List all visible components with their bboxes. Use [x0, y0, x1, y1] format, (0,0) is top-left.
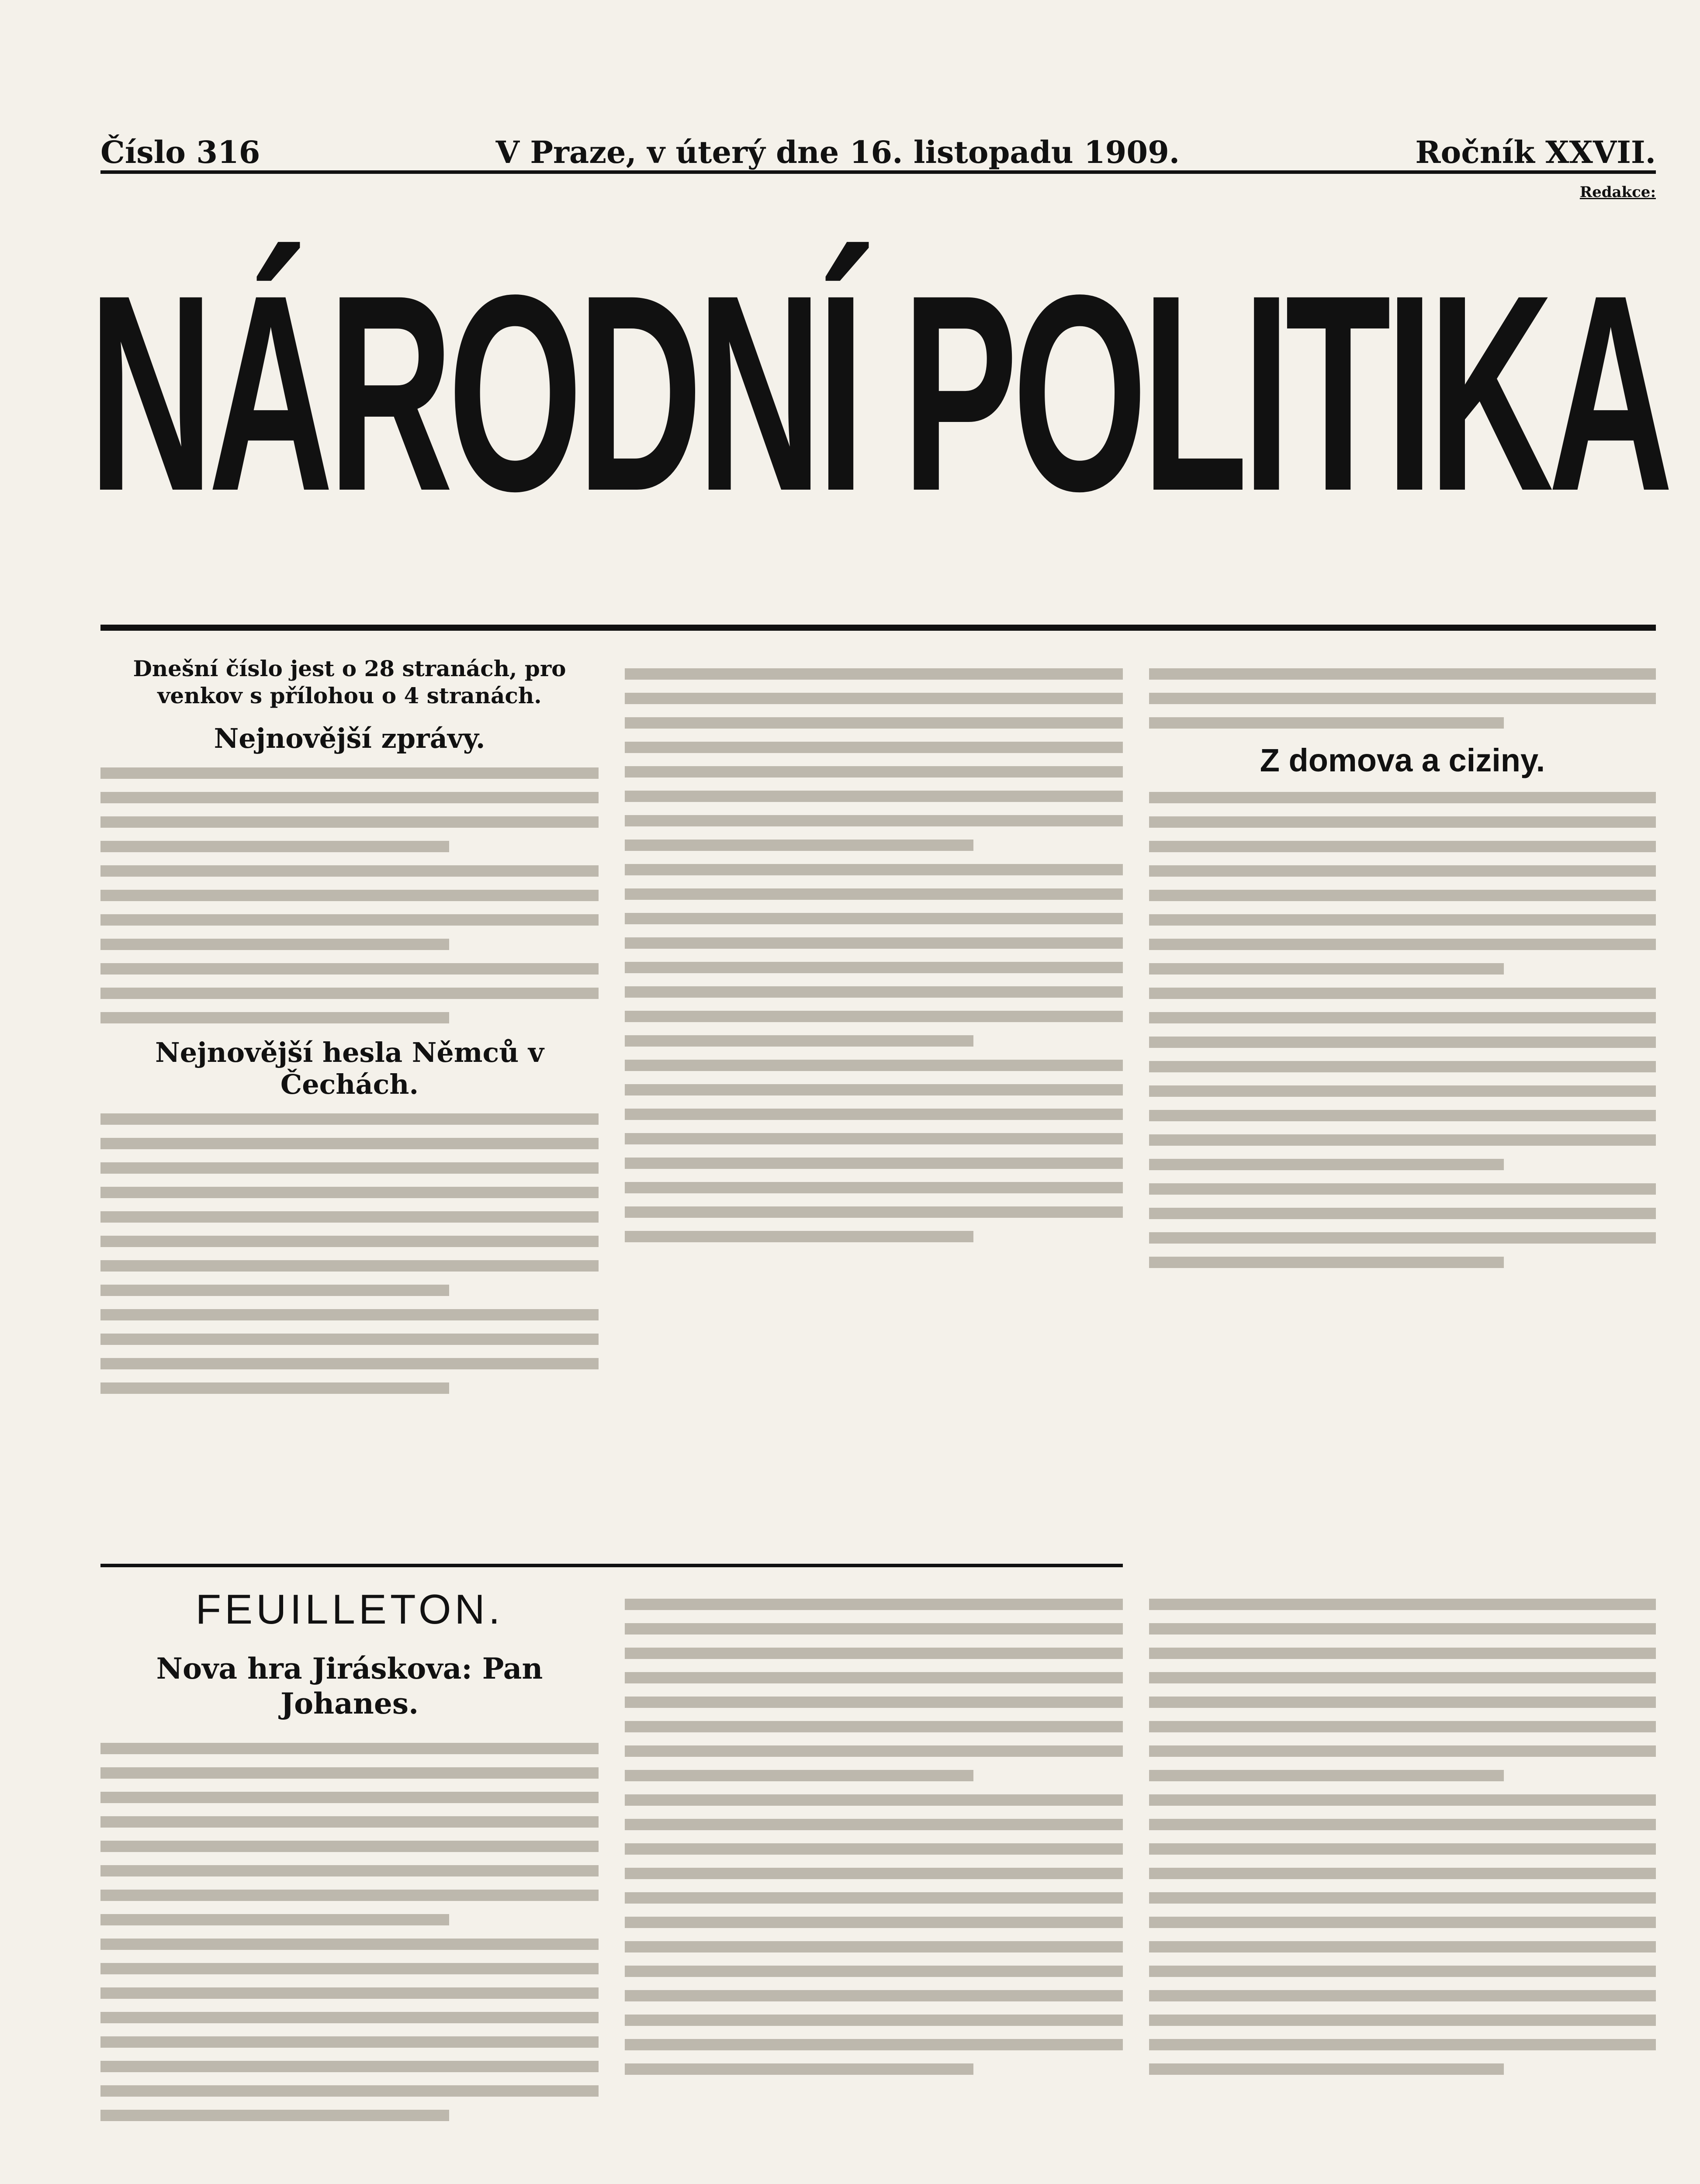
- feuilleton-subtitle: Nova hra Jiráskova: Pan Johanes.: [156, 1652, 543, 1721]
- column-2-body: [625, 668, 1123, 1242]
- home-abroad-heading: Z domova a ciziny.: [1260, 742, 1545, 778]
- masthead-title: NÁRODNÍ POLITIKA: [88, 237, 1668, 549]
- slogans-body: [100, 1113, 599, 1394]
- feuilleton-title: FEUILLETON.: [195, 1586, 504, 1633]
- column-3-intro: [1149, 668, 1656, 729]
- issue-notice: Dnešní číslo jest o 28 stranách, pro venkov s přílohou o 4 stranách.: [133, 656, 566, 708]
- issue-date: V Praze, v úterý dne 16. listopadu 1909.: [495, 134, 1180, 170]
- news-heading: Nejnovější zprávy.: [214, 722, 485, 754]
- issue-number: Číslo 316: [100, 134, 260, 170]
- column-3: [1149, 655, 1656, 1551]
- slogans-heading: Nejnovější hesla Němců v Čechách.: [155, 1037, 544, 1100]
- masthead-rule: [100, 625, 1656, 631]
- newspaper-page: [88, 131, 1668, 2184]
- issue-volume: Ročník XXVII.: [1415, 134, 1656, 170]
- column-2: [625, 655, 1123, 1551]
- feuilleton-column-1: [100, 1730, 599, 2184]
- news-body: [100, 767, 599, 1023]
- feuilleton-rule: [100, 1564, 1123, 1567]
- issue-line: [100, 131, 1656, 174]
- editorial-heading: Redakce:: [1579, 183, 1656, 201]
- editorial-box: [1437, 183, 1656, 629]
- column-1: [100, 655, 599, 1551]
- feuilleton-column-2: [625, 1586, 1123, 2184]
- home-abroad-body: [1149, 792, 1656, 1268]
- feuilleton-column-3: [1149, 1586, 1656, 2184]
